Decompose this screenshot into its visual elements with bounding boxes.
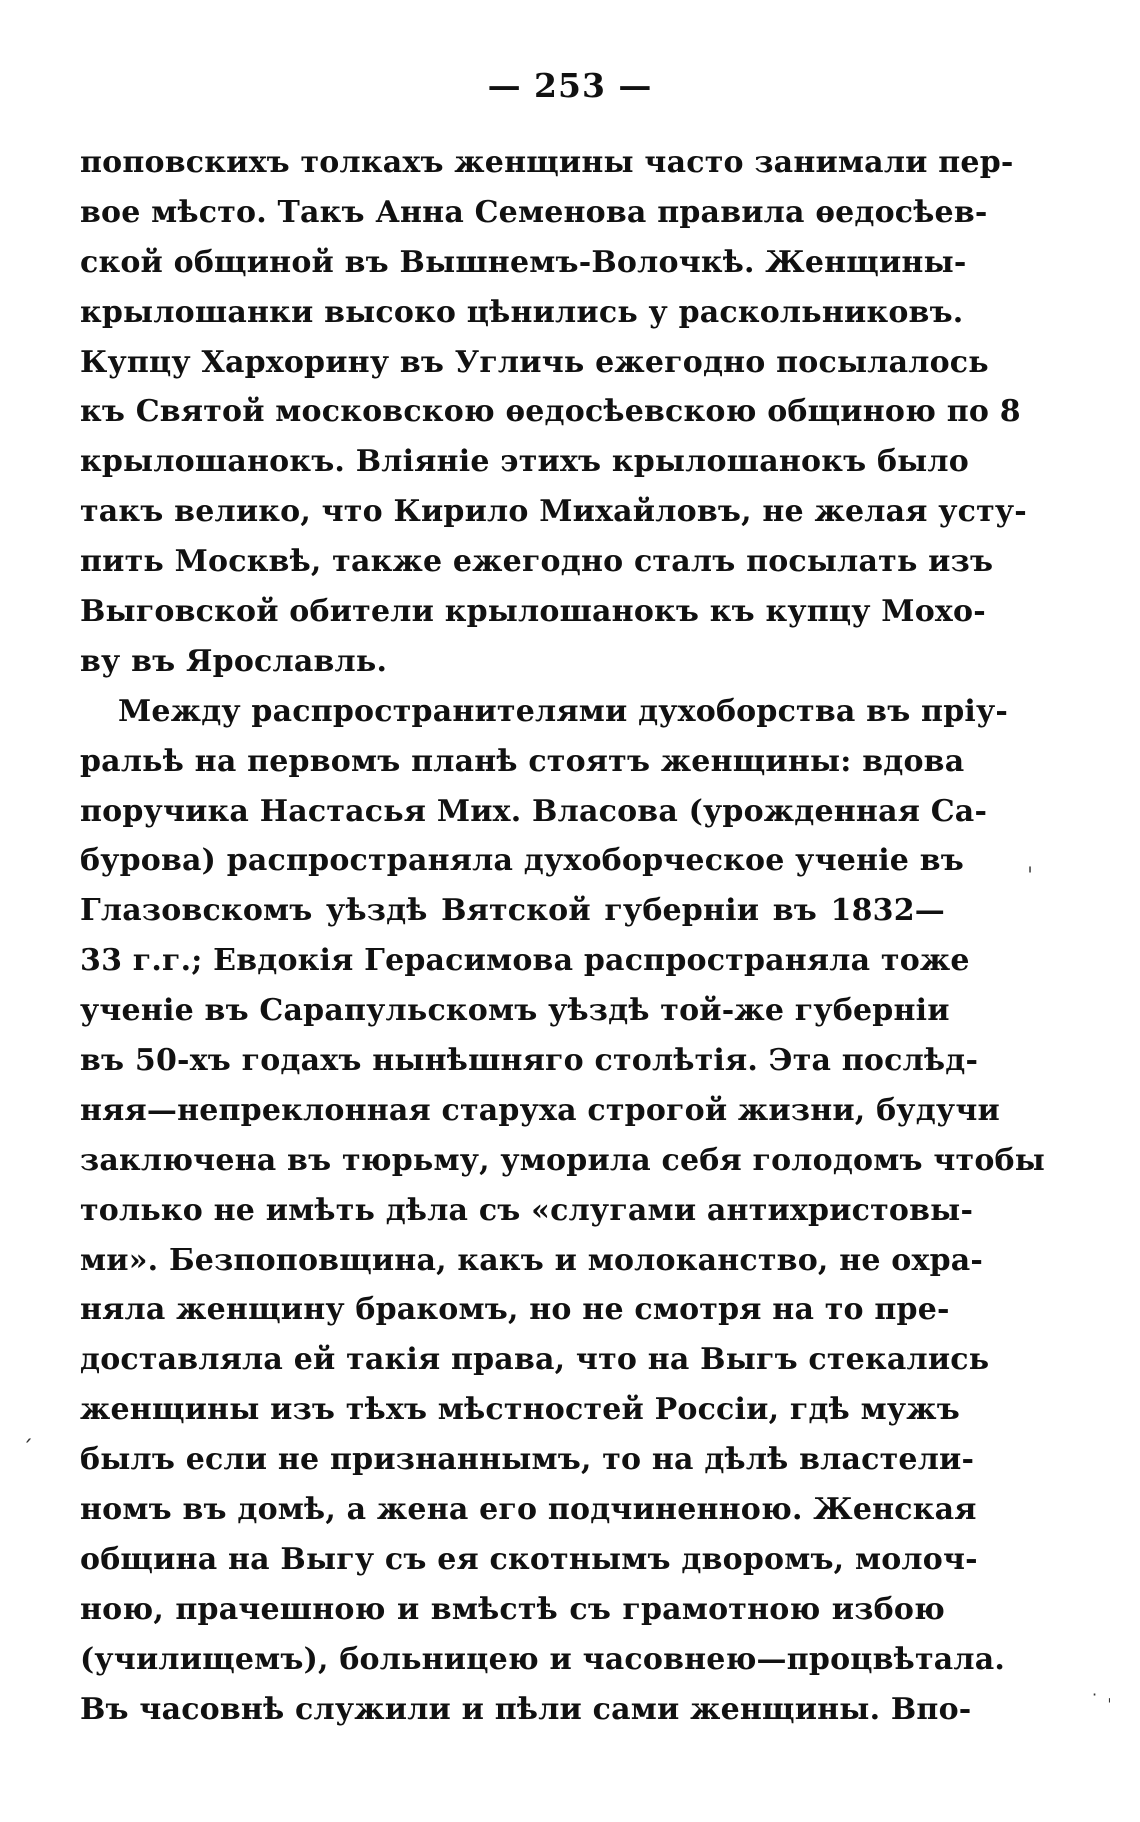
text-line: няя—непреклонная старуха строгой жизни, будучи bbox=[80, 1092, 1000, 1128]
body-text bbox=[80, 138, 1046, 1735]
text-line: ву въ Ярославль. bbox=[80, 643, 388, 679]
text-line: ральѣ на первомъ планѣ стоятъ женщины: вдова bbox=[80, 743, 965, 779]
text-line: ми». Безпоповщина, какъ и молоканство, не охра- bbox=[80, 1242, 984, 1278]
scan-speck: ˌ bbox=[1027, 850, 1034, 875]
text-line: Глазовскомъ уѣздѣ Вятской губерніи въ 1832— bbox=[80, 893, 945, 929]
text-line: 33 г.г.; Евдокія Герасимова распространяла тоже bbox=[80, 943, 970, 979]
text-line: ученіе въ Сарапульскомъ уѣздѣ той-же губерніи bbox=[80, 993, 950, 1029]
text-line: крылошанки высоко цѣнились у раскольниковъ. bbox=[80, 294, 964, 330]
text-line: только не имѣть дѣла съ «слугами антихристовы- bbox=[80, 1192, 974, 1228]
text-line: такъ велико, что Кирило Михайловъ, не желая усту- bbox=[80, 494, 1027, 530]
text-line: вое мѣсто. Такъ Анна Семенова правила ѳедосѣев- bbox=[80, 194, 988, 230]
text-line: заключена въ тюрьму, уморила себя голодомъ чтобы bbox=[80, 1142, 1046, 1178]
text-line: пить Москвѣ, также ежегодно сталъ посылать изъ bbox=[80, 544, 994, 580]
text-line: къ Святой московскою ѳедосѣевскою общиною по 8 bbox=[80, 394, 1021, 430]
text-line: крылошанокъ. Вліяніе этихъ крылошанокъ было bbox=[80, 444, 969, 480]
text-line: ною, прачешною и вмѣстѣ съ грамотною избою bbox=[80, 1591, 945, 1627]
scan-speck: · ˌ bbox=[1092, 1685, 1112, 1704]
page-number: — 253 — bbox=[487, 66, 653, 105]
text-line: номъ въ домѣ, а жена его подчиненною. Женская bbox=[80, 1492, 977, 1528]
text-line: поповскихъ толкахъ женщины часто занимали пер- bbox=[80, 145, 1014, 180]
text-line: Въ часовнѣ служили и пѣли сами женщины. Впо- bbox=[80, 1691, 972, 1727]
text-line: въ 50-хъ годахъ нынѣшняго столѣтія. Эта послѣд- bbox=[80, 1043, 979, 1079]
text-line: Выговской обители крылошанокъ къ купцу Мохо- bbox=[80, 594, 986, 630]
paragraph-start-line: Между распространителями духоборства въ пріу- bbox=[118, 693, 1009, 729]
text-line: (училищемъ), больницею и часовнею—процвѣтала. bbox=[80, 1641, 1006, 1677]
text-line: поручика Настасья Мих. Власова (урожденная Са- bbox=[80, 793, 988, 829]
text-line: бурова) распространяла духоборческое ученіе въ bbox=[80, 843, 964, 879]
text-line: община на Выгу съ ея скотнымъ дворомъ, молоч- bbox=[80, 1541, 978, 1577]
text-line: ской общиной въ Вышнемъ-Волочкѣ. Женщины- bbox=[80, 244, 967, 280]
scan-speck: ˏ bbox=[22, 1418, 33, 1443]
text-line: доставляла ей такія права, что на Выгъ стекались bbox=[80, 1342, 990, 1378]
text-line: няла женщину бракомъ, но не смотря на то пре- bbox=[80, 1292, 950, 1328]
text-line: Купцу Хархорину въ Угличь ежегодно посылалось bbox=[80, 344, 989, 380]
text-line: женщины изъ тѣхъ мѣстностей Россіи, гдѣ мужъ bbox=[80, 1392, 960, 1428]
text-line: былъ если не признаннымъ, то на дѣлѣ властели- bbox=[80, 1442, 975, 1478]
